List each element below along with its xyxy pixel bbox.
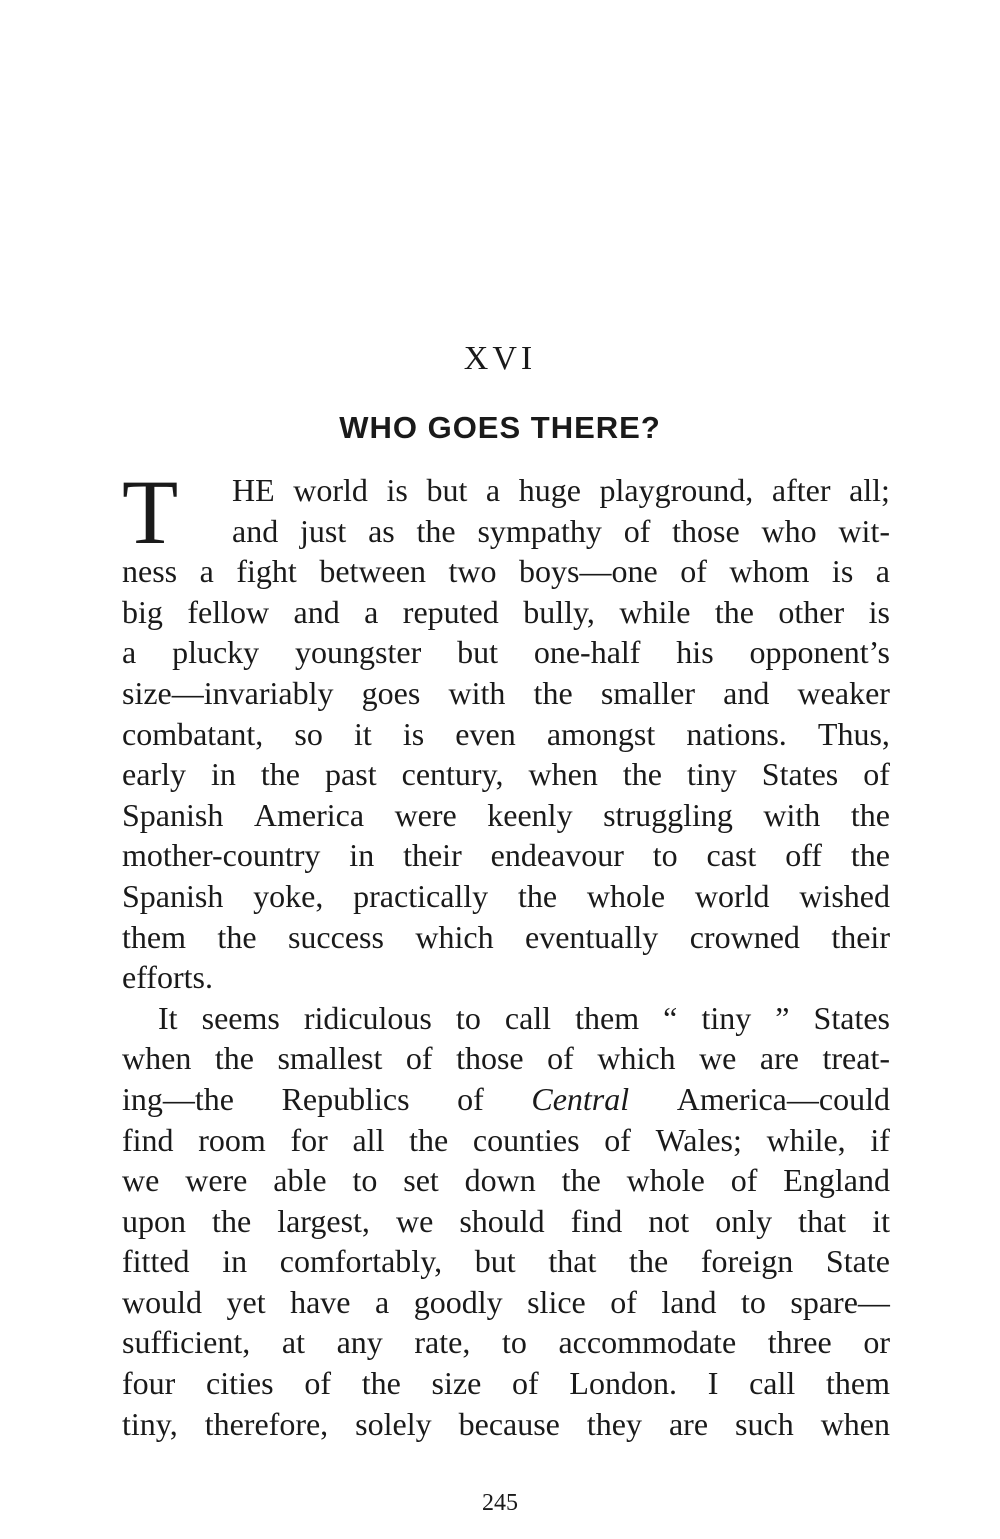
word: upon bbox=[122, 1202, 186, 1239]
word: while bbox=[619, 593, 691, 630]
text-line bbox=[122, 673, 890, 714]
word: slice bbox=[527, 1283, 586, 1320]
word: amongst bbox=[546, 715, 656, 752]
text-line bbox=[122, 1160, 890, 1201]
word: or bbox=[863, 1324, 890, 1361]
word: the bbox=[622, 756, 662, 793]
word: largest, bbox=[277, 1202, 370, 1239]
text-line bbox=[122, 917, 890, 958]
word: State bbox=[825, 1243, 890, 1280]
word: wit- bbox=[838, 512, 890, 549]
text-line bbox=[122, 592, 890, 633]
word: to bbox=[455, 999, 481, 1036]
word: so bbox=[294, 715, 323, 752]
word: whole bbox=[586, 877, 666, 914]
word: one-half bbox=[533, 634, 641, 671]
word: Wales; bbox=[655, 1121, 742, 1158]
word: Republics bbox=[281, 1080, 410, 1117]
word: cast bbox=[706, 837, 757, 874]
word: such bbox=[735, 1405, 794, 1442]
word: in bbox=[222, 1243, 248, 1280]
text-line bbox=[122, 470, 890, 511]
text-line bbox=[122, 632, 890, 673]
word: in bbox=[210, 756, 236, 793]
word: youngster bbox=[295, 634, 422, 671]
word: crowned bbox=[689, 918, 800, 955]
word: should bbox=[459, 1202, 545, 1239]
word: of bbox=[863, 756, 890, 793]
word: London. bbox=[569, 1365, 677, 1402]
word: world bbox=[293, 472, 368, 508]
word: mother-country bbox=[122, 837, 321, 874]
word: combatant, bbox=[122, 715, 264, 752]
word: size—invariably bbox=[122, 674, 334, 711]
text-line bbox=[122, 511, 890, 552]
word: a bbox=[122, 634, 137, 671]
page-number: 245 bbox=[482, 1490, 518, 1516]
word: the bbox=[517, 877, 558, 914]
word: smaller bbox=[600, 674, 695, 711]
word: foreign bbox=[700, 1243, 794, 1280]
word: seems bbox=[201, 999, 280, 1036]
chapter-title: WHO GOES THERE? bbox=[339, 410, 661, 445]
word: solely bbox=[355, 1405, 432, 1442]
word: America bbox=[253, 796, 365, 833]
word: early bbox=[122, 756, 186, 793]
word: between bbox=[319, 553, 426, 590]
word: of bbox=[730, 1162, 758, 1199]
word: them bbox=[122, 918, 186, 955]
word: the bbox=[561, 1162, 601, 1199]
word: fitted bbox=[122, 1243, 190, 1280]
word: a bbox=[875, 553, 890, 590]
word: America—could bbox=[676, 1080, 890, 1117]
word: the bbox=[533, 674, 573, 711]
word: while, bbox=[766, 1121, 846, 1158]
word: were bbox=[394, 796, 457, 833]
word: of bbox=[547, 1040, 574, 1077]
word: the bbox=[416, 512, 456, 549]
word: of bbox=[457, 1080, 484, 1117]
word: nations. bbox=[686, 715, 787, 752]
text-line bbox=[122, 795, 890, 836]
word: three bbox=[767, 1324, 832, 1361]
word: therefore, bbox=[204, 1405, 329, 1442]
word: even bbox=[455, 715, 516, 752]
word: to bbox=[501, 1324, 527, 1361]
drop-cap: T bbox=[122, 461, 179, 563]
text-line bbox=[122, 1282, 890, 1323]
word: sufficient, bbox=[122, 1324, 251, 1361]
word: that bbox=[548, 1243, 597, 1280]
word: Spanish bbox=[122, 877, 224, 914]
word: that bbox=[798, 1202, 847, 1239]
word: able bbox=[273, 1162, 327, 1199]
word: whole bbox=[626, 1162, 705, 1199]
word: yet bbox=[226, 1283, 266, 1320]
word: spare— bbox=[790, 1283, 890, 1320]
word: but bbox=[426, 472, 468, 508]
word: at bbox=[281, 1324, 305, 1361]
text-line bbox=[122, 714, 890, 755]
word: counties bbox=[472, 1121, 580, 1158]
text-line bbox=[122, 1201, 890, 1242]
word: other bbox=[778, 593, 845, 630]
word: which bbox=[415, 918, 494, 955]
word: boys—one bbox=[519, 553, 658, 590]
word: is bbox=[386, 472, 408, 508]
word: two bbox=[448, 553, 497, 590]
word: the bbox=[361, 1365, 401, 1402]
word: a bbox=[375, 1283, 390, 1320]
text-line bbox=[122, 1404, 890, 1445]
word: find bbox=[122, 1121, 174, 1158]
text-line: efforts. bbox=[122, 959, 213, 996]
word: of bbox=[680, 553, 707, 590]
word: all; bbox=[849, 472, 890, 508]
word: land bbox=[661, 1283, 717, 1320]
paragraph-2 bbox=[122, 998, 890, 1445]
word: set bbox=[403, 1162, 439, 1199]
word: ness bbox=[122, 553, 178, 590]
word: we bbox=[699, 1040, 737, 1077]
word: HE bbox=[232, 472, 275, 508]
word: the bbox=[214, 1040, 254, 1077]
text-line bbox=[122, 1363, 890, 1404]
word: only bbox=[715, 1202, 773, 1239]
word: it bbox=[353, 715, 372, 752]
text-line bbox=[122, 1079, 890, 1120]
word: who bbox=[761, 512, 817, 549]
word: practically bbox=[353, 877, 489, 914]
word: if bbox=[870, 1121, 890, 1158]
body-text bbox=[122, 461, 890, 1444]
paragraph-1 bbox=[122, 461, 890, 998]
word: were bbox=[185, 1162, 248, 1199]
word: Thus, bbox=[817, 715, 890, 752]
word: of bbox=[623, 512, 651, 549]
word: past bbox=[325, 756, 377, 793]
word: his bbox=[676, 634, 714, 671]
word: room bbox=[198, 1121, 266, 1158]
word: endeavour bbox=[490, 837, 624, 874]
word: ” bbox=[775, 999, 790, 1036]
word: when bbox=[122, 1040, 192, 1077]
word: which bbox=[597, 1040, 676, 1077]
word: just bbox=[300, 512, 347, 549]
word: to bbox=[352, 1162, 378, 1199]
word: off bbox=[785, 837, 822, 874]
word: of bbox=[512, 1365, 539, 1402]
word: tiny bbox=[701, 999, 752, 1036]
word: find bbox=[570, 1202, 623, 1239]
word: sympathy bbox=[477, 512, 602, 549]
word: to bbox=[740, 1283, 766, 1320]
text-line bbox=[122, 1241, 890, 1282]
word: struggling bbox=[603, 796, 733, 833]
word: we bbox=[122, 1162, 160, 1199]
word: is bbox=[868, 593, 890, 630]
word: of bbox=[405, 1040, 433, 1077]
word: those bbox=[456, 1040, 524, 1077]
word: call bbox=[749, 1365, 796, 1402]
word: a bbox=[199, 553, 214, 590]
word: are bbox=[759, 1040, 799, 1077]
word: huge bbox=[518, 472, 581, 508]
word: when bbox=[528, 756, 598, 793]
word: wished bbox=[799, 877, 890, 914]
word: accommodate bbox=[558, 1324, 737, 1361]
word: of bbox=[304, 1365, 331, 1402]
word: world bbox=[694, 877, 770, 914]
word: the bbox=[629, 1243, 669, 1280]
text-line bbox=[122, 754, 890, 795]
word: ridiculous bbox=[303, 999, 432, 1036]
chapter-number: XVI bbox=[463, 340, 537, 377]
word: call bbox=[504, 999, 552, 1036]
word: a bbox=[485, 472, 501, 508]
word: eventually bbox=[525, 918, 659, 955]
word: bully, bbox=[523, 593, 595, 630]
word: cities bbox=[206, 1365, 274, 1402]
word: Spanish bbox=[122, 796, 224, 833]
word: goes bbox=[361, 674, 421, 711]
word: goodly bbox=[413, 1283, 503, 1320]
text-line bbox=[122, 1038, 890, 1079]
word: is bbox=[831, 553, 854, 590]
text-line bbox=[122, 835, 890, 876]
word: the bbox=[409, 1121, 449, 1158]
word: them bbox=[826, 1365, 890, 1402]
word: smallest bbox=[277, 1040, 383, 1077]
word: because bbox=[458, 1405, 560, 1442]
word: tiny bbox=[686, 756, 737, 793]
word: not bbox=[648, 1202, 690, 1239]
text-line bbox=[122, 876, 890, 917]
word: but bbox=[474, 1243, 516, 1280]
text-line bbox=[122, 1120, 890, 1161]
word: yoke, bbox=[253, 877, 324, 914]
word: the bbox=[212, 1202, 252, 1239]
word: all bbox=[352, 1121, 385, 1158]
word: them bbox=[575, 999, 640, 1036]
word: is bbox=[402, 715, 425, 752]
word: and bbox=[293, 593, 340, 630]
word: rate, bbox=[414, 1324, 471, 1361]
word: the bbox=[850, 796, 890, 833]
text-line bbox=[122, 998, 890, 1039]
word: century, bbox=[401, 756, 504, 793]
word: “ bbox=[663, 999, 678, 1036]
word: a bbox=[364, 593, 379, 630]
word: and bbox=[723, 674, 770, 711]
word: reputed bbox=[402, 593, 499, 630]
word: we bbox=[395, 1202, 434, 1239]
text-line bbox=[122, 551, 890, 592]
word: the bbox=[260, 756, 300, 793]
word: and bbox=[232, 512, 279, 549]
word: it bbox=[872, 1202, 890, 1239]
word: ing—the bbox=[122, 1080, 234, 1117]
word: their bbox=[403, 837, 462, 874]
word: Central bbox=[531, 1080, 630, 1117]
word: to bbox=[652, 837, 678, 874]
word: of bbox=[610, 1283, 637, 1320]
word: when bbox=[820, 1405, 890, 1442]
word: for bbox=[290, 1121, 328, 1158]
word: but bbox=[457, 634, 498, 671]
word: comfortably, bbox=[279, 1243, 443, 1280]
word: have bbox=[290, 1283, 351, 1320]
word: they bbox=[586, 1405, 642, 1442]
word: with bbox=[448, 674, 506, 711]
word: of bbox=[604, 1121, 631, 1158]
word: States bbox=[761, 756, 839, 793]
word: whom bbox=[729, 553, 810, 590]
word: keenly bbox=[487, 796, 573, 833]
word: England bbox=[783, 1162, 890, 1199]
word: four bbox=[122, 1365, 176, 1402]
word: with bbox=[763, 796, 821, 833]
word: weaker bbox=[797, 674, 890, 711]
word: the bbox=[714, 593, 754, 630]
word: any bbox=[336, 1324, 383, 1361]
word: fellow bbox=[187, 593, 270, 630]
word: big bbox=[122, 593, 163, 630]
word: tiny, bbox=[122, 1405, 178, 1442]
word: those bbox=[672, 512, 740, 549]
word: as bbox=[368, 512, 395, 549]
word: would bbox=[122, 1283, 202, 1320]
word: I bbox=[707, 1365, 719, 1402]
word: fight bbox=[236, 553, 297, 590]
word: down bbox=[464, 1162, 536, 1199]
word: the bbox=[850, 837, 890, 874]
word: opponent’s bbox=[749, 634, 890, 671]
word: size bbox=[431, 1365, 482, 1402]
word: the bbox=[217, 918, 257, 955]
word: plucky bbox=[172, 634, 260, 671]
word: success bbox=[287, 918, 384, 955]
word: in bbox=[349, 837, 375, 874]
text-line bbox=[122, 1322, 890, 1363]
word: playground, bbox=[599, 472, 754, 508]
word: after bbox=[771, 472, 831, 508]
word: are bbox=[668, 1405, 709, 1442]
word: It bbox=[158, 999, 178, 1036]
word: States bbox=[813, 999, 890, 1036]
word: their bbox=[831, 918, 890, 955]
word: treat- bbox=[822, 1040, 890, 1077]
